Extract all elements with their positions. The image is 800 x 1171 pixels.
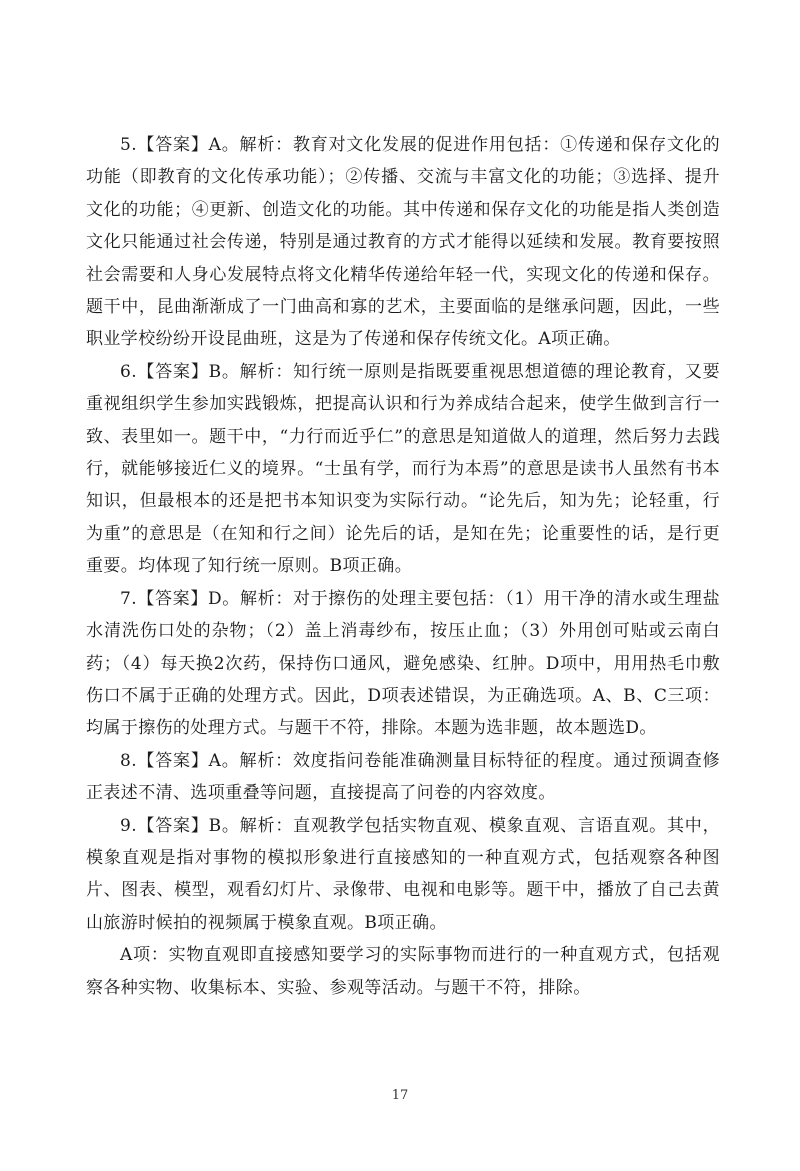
answer-paragraph-6: 6.【答案】B。解析：知行统一原则是指既要重视思想道德的理论教育，又要重视组织学生参加实践锻炼，把提高认识和行为养成结合起来，使学生做到言行一致、表里如一。题干中，“力行而近乎仁”的意思是知道做人的道理，然后努力去践行，就能够接近仁义的境界。“士虽有学，而行为本焉”的意思是读书人虽然有书本知识，但最根本的还是把书本知识变为实际行动。“论先后，知为先；论轻重，行为重”的意思是（在知和行之间）论先后的话，是知在先；论重要性的话，是行更重要。均体现了知行统一原则。B项正确。 [86, 361, 720, 577]
answer-paragraph-5: 5.【答案】A。解析：教育对文化发展的促进作用包括：①传递和保存文化的功能（即教育的文化传承功能）；②传播、交流与丰富文化的功能；③选择、提升文化的功能；④更新、创造文化的功能。其中传递和保存文化的功能是指人类创造文化只能通过社会传递，特别是通过教育的方式才能得以延续和发展。教育要按照社会需要和人身心发展特点将文化精华传递给年轻一代，实现文化的传递和保存。题干中，昆曲渐渐成了一门曲高和寡的艺术，主要面临的是继承问题，因此，一些职业学校纷纷开设昆曲班，这是为了传递和保存传统文化。A项正确。 [86, 135, 720, 350]
document-body [86, 129, 720, 1004]
page-number: 17 [391, 1088, 409, 1103]
answer-paragraph-8: 8.【答案】A。解析：效度指问卷能准确测量目标特征的程度。通过预调查修正表述不清、选项重叠等问题，直接提高了问卷的内容效度。 [86, 750, 720, 804]
answer-paragraph-7: 7.【答案】D。解析：对于擦伤的处理主要包括：（1）用干净的清水或生理盐水清洗伤口处的杂物；（2）盖上消毒纱布，按压止血；（3）外用创可贴或云南白药；（4）每天换2次药，保持伤口通风，避免感染、红肿。D项中，用用热毛巾敷伤口不属于正确的处理方式。因此，D项表述错误，为正确选项。A、B、C三项：均属于擦伤的处理方式。与题干不符，排除。本题为选非题，故本题选D。 [86, 588, 720, 739]
answer-paragraph-9: 9.【答案】B。解析：直观教学包括实物直观、模象直观、言语直观。其中，模象直观是指对事物的模拟形象进行直接感知的一种直观方式，包括观察各种图片、图表、模型，观看幻灯片、录像带、电视和电影等。题干中，播放了自己去黄山旅游时候拍的视频属于模象直观。B项正确。 [86, 815, 720, 933]
answer-paragraph-9-option-a: A项：实物直观即直接感知要学习的实际事物而进行的一种直观方式，包括观察各种实物、收集标本、实验、参观等活动。与题干不符，排除。 [86, 945, 720, 998]
